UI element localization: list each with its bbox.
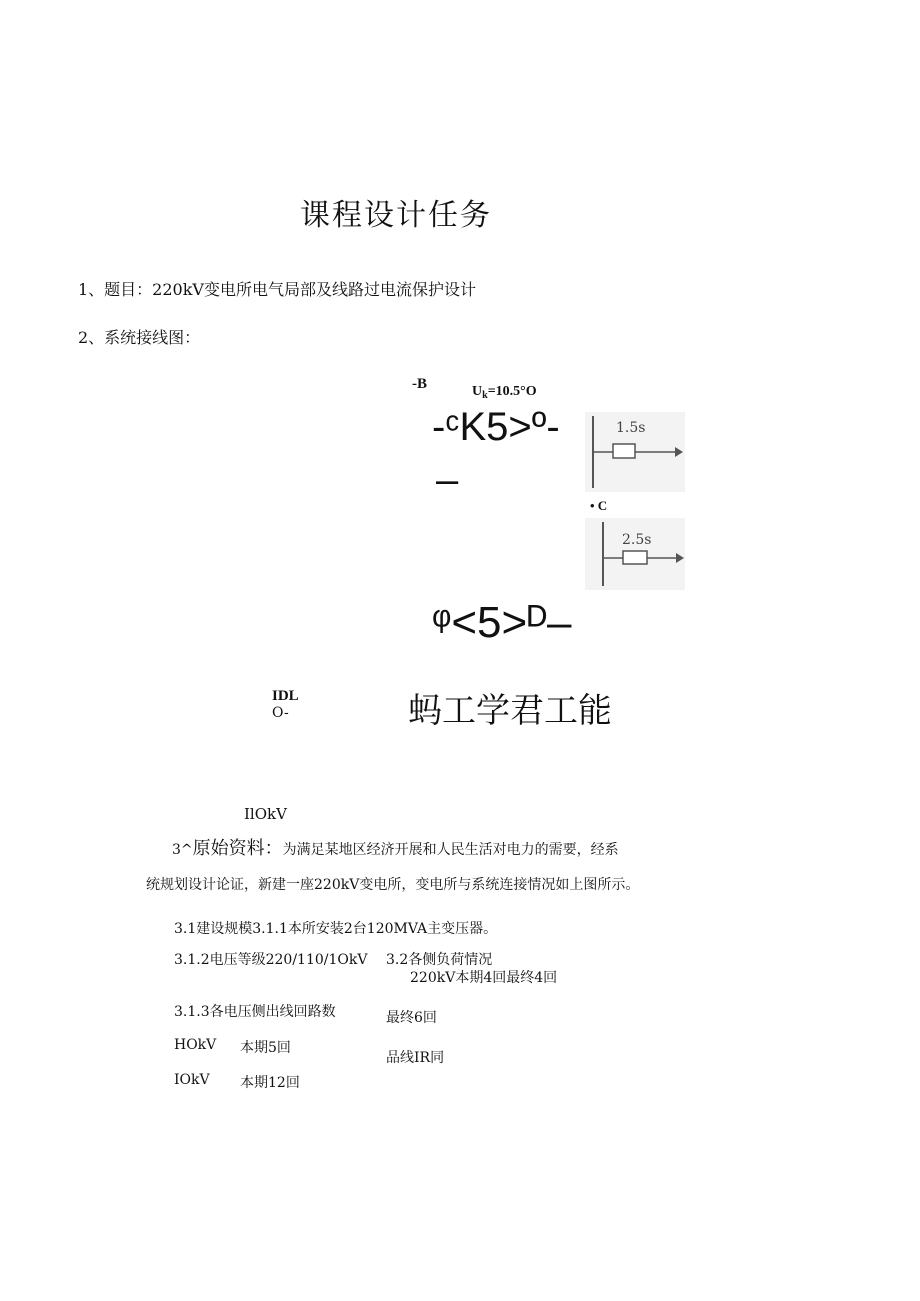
spec-3-1: 3.1建设规模3.1.1本所安装2台120MVA主变压器。 [174,921,498,937]
diagram-label-c: • C [590,498,608,513]
spec-3-1-2: 3.1.2电压等级220/110/1OkV [174,952,368,968]
page-title: 课程设计任务 [300,198,492,233]
diagram-q5-transformer: ᵠ<5>ᴰ– [432,598,572,647]
spec-hokv: HOkV [174,1037,217,1053]
relay-1-time: 1.5s [616,420,646,436]
spec-3-2-detail: 220kV本期4回最终4回 [410,970,558,986]
spec-iokv: IOkV [174,1072,210,1088]
spec-final-6: 最终6回 [386,1010,437,1026]
diagram-k5-transformer: -ᶜK5>º- [432,405,560,449]
diagram-uk-label: $U_k=10.5^\circ O$ [472,384,537,401]
relay-2-time: 2.5s [622,532,652,548]
diagram-label-b: -B [412,376,427,392]
spec-pinxian: 品线IR同 [386,1050,445,1066]
diagram-garbled-text: 蚂工学君工能 [408,692,612,730]
item-3-heading: 3^原始资料：为满足某地区经济开展和人民生活对电力的需要，经系 [172,838,619,858]
spec-iokv-value: 本期12回 [240,1075,300,1091]
relay-2-symbol [585,518,685,590]
spec-hokv-value: 本期5回 [240,1040,291,1056]
item-3-text-line-2: 统规划设计论证，新建一座220kV变电所，变电所与系统连接情况如上图所示。 [146,877,640,893]
diagram-o-label: O- [272,705,289,721]
diagram-ilokv-label: IlOkV [244,805,287,823]
item-2-diagram-heading: 2、系统接线图： [78,328,201,347]
diagram-dash: – [436,458,459,502]
spec-3-2: 3.2各侧负荷情况 [386,952,493,968]
spec-3-1-3: 3.1.3各电压侧出线回路数 [174,1004,336,1020]
item-1-topic: 1、题目：220kV变电所电气局部及线路过电流保护设计 [78,280,476,299]
diagram-idl-label: IDL [272,688,299,704]
